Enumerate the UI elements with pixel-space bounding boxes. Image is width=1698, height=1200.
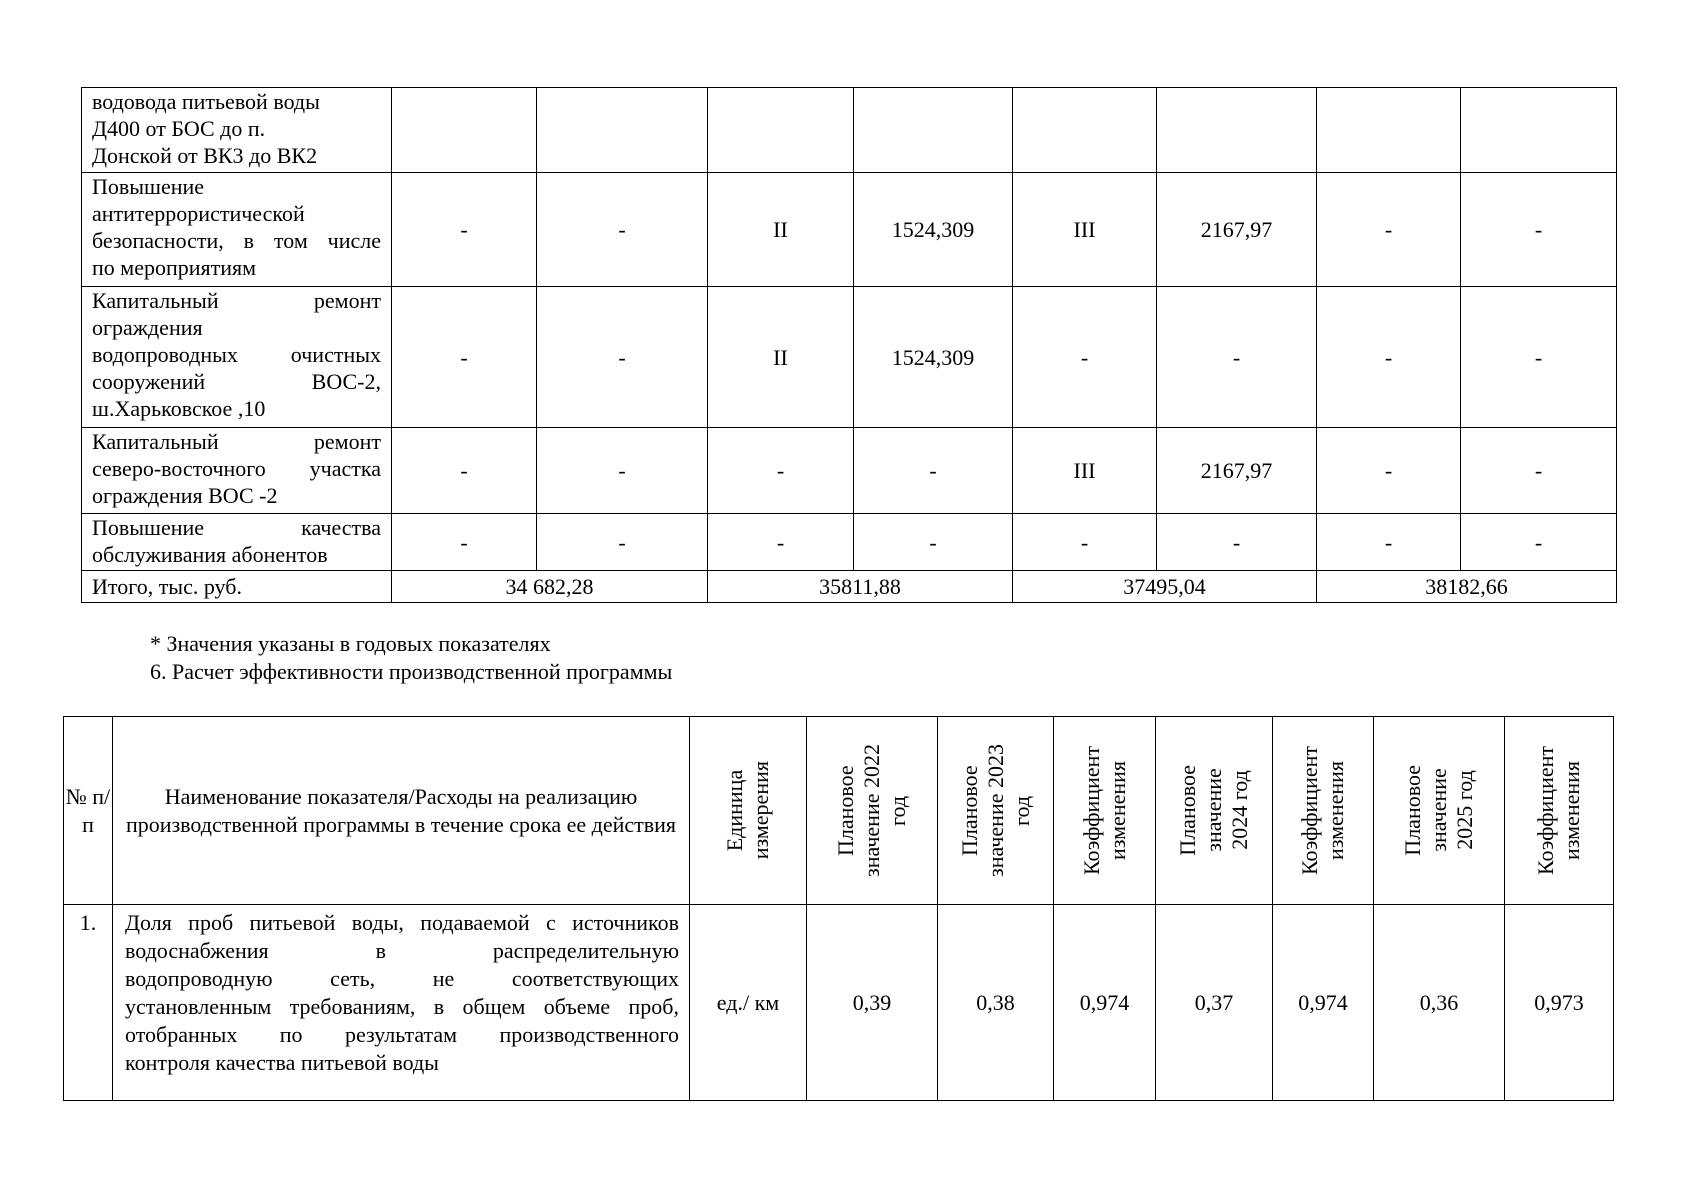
cell: - [537,173,708,287]
plan-2024-cell: 0,37 [1156,905,1273,1101]
name-line: по мероприятиям [92,255,257,280]
cell [1461,88,1617,173]
name-line: водовода питьевой воды [92,89,320,114]
cell: 1524,309 [854,173,1013,287]
cell: - [708,514,854,571]
header-plan-2024-text: Плановое значение 2024 год [1175,765,1252,856]
header-plan-2025-text: Плановое значение 2025 год [1400,765,1477,856]
name-line: Д400 от БОС до п. [92,116,266,141]
cell: - [854,514,1013,571]
cell: 1524,309 [854,287,1013,428]
header-no: № п/ п [64,717,113,905]
cell: - [1461,428,1617,514]
cell: II [708,287,854,428]
coef-2-cell: 0,974 [1273,905,1374,1101]
name-line: антитеррористической [92,201,305,226]
section-heading: 6. Расчет эффективности производственной программы [150,659,673,684]
cell [1013,88,1157,173]
cell: - [1013,287,1157,428]
table-row [82,287,1617,428]
header-plan-2024 [1156,717,1273,905]
cell: II [708,173,854,287]
cell: - [708,428,854,514]
name-line: сооружений ВОС-2, [92,369,381,394]
cell: 2167,97 [1157,428,1317,514]
row-name [82,173,392,287]
row-no: 1. [64,905,113,1101]
total-value: 35811,88 [708,571,1013,603]
name-line: установленным требованиям, в общем объеме проб, [125,994,679,1019]
name-line: водоснабжения в распределительную [125,938,679,963]
header-coef-3 [1505,717,1614,905]
cell [1157,88,1317,173]
cell: - [1317,514,1461,571]
row-name [82,287,392,428]
name-line: контроля качества питьевой воды [125,1050,439,1075]
name-line: обслуживания абонентов [92,542,328,567]
name-line: Доля проб питьевой воды, подаваемой с источников [125,910,679,935]
table-row [82,514,1617,571]
header-coef-2-text: Коэффициент изменения [1297,745,1348,875]
cost-table [81,87,1617,603]
total-value: 34 682,28 [392,571,708,603]
cell: - [1317,428,1461,514]
total-value: 37495,04 [1013,571,1317,603]
cell: - [537,428,708,514]
plan-2023-cell: 0,38 [938,905,1054,1101]
header-plan-2025 [1374,717,1505,905]
footnote: * Значения указаны в годовых показателях [150,631,551,656]
cell: 2167,97 [1157,173,1317,287]
header-name: Наименование показателя/Расходы на реализацию производственной программы в течение срока ее действия [113,717,690,905]
name-line: Капитальный ремонт [92,288,381,313]
name-line: Повышение качества [92,515,381,540]
name-line: северо-восточного участка [92,456,381,481]
header-unit [690,717,807,905]
name-line: ограждения ВОС -2 [92,483,278,508]
cell: - [392,287,537,428]
total-value: 38182,66 [1317,571,1617,603]
header-coef-1-text: Коэффициент изменения [1078,745,1130,875]
header-coef-3-text: Коэффициент изменения [1533,745,1584,875]
efficiency-table [63,716,1614,1101]
header-coef-2 [1273,717,1374,905]
name-line: отобранных по результатам производственного [125,1022,679,1047]
name-line: Повышение [92,174,205,199]
cell: - [1157,287,1317,428]
table-row [82,173,1617,287]
cell: - [1461,173,1617,287]
table-row [82,428,1617,514]
name-line: ограждения [92,315,203,340]
name-line: безопасности, в том числе [92,228,381,253]
cell [854,88,1013,173]
cell: - [1461,514,1617,571]
name-line: водопроводную сеть, не соответствующих [125,966,679,991]
cell: III [1013,428,1157,514]
row-name [113,905,690,1101]
name-line: водопроводных очистных [92,342,381,367]
table-row [64,905,1614,1101]
header-plan-2023 [938,717,1054,905]
cell [1317,88,1461,173]
name-line: Донской от ВК3 до ВК2 [92,143,318,168]
row-name [82,514,392,571]
cell: - [1157,514,1317,571]
cell: - [1461,287,1617,428]
cell: - [1317,287,1461,428]
name-line: Капитальный ремонт [92,429,381,454]
header-coef-1 [1054,717,1156,905]
plan-2025-cell: 0,36 [1374,905,1505,1101]
coef-1-cell: 0,974 [1054,905,1156,1101]
plan-2022-cell: 0,39 [807,905,938,1101]
header-plan-2023-text: Плановое значение 2023 год [956,744,1034,877]
cell: - [392,514,537,571]
cell [537,88,708,173]
cell: - [537,287,708,428]
coef-3-cell: 0,973 [1505,905,1614,1101]
cell: - [854,428,1013,514]
cell: - [1317,173,1461,287]
cell: - [537,514,708,571]
cell [392,88,537,173]
table-row [82,88,1617,173]
header-plan-2022 [807,717,938,905]
cell [708,88,854,173]
header-unit-text: Единица измерения [722,761,773,860]
unit-cell: ед./ км [690,905,807,1101]
cell: - [392,428,537,514]
header-plan-2022-text: Плановое значение 2022 год [833,744,910,877]
header-row [64,717,1614,905]
row-name [82,88,392,173]
total-row [82,571,1617,603]
cell: - [392,173,537,287]
total-label: Итого, тыс. руб. [82,571,392,603]
cell: - [1013,514,1157,571]
row-name [82,428,392,514]
name-line: ш.Харьковское ,10 [92,396,266,421]
cell: III [1013,173,1157,287]
